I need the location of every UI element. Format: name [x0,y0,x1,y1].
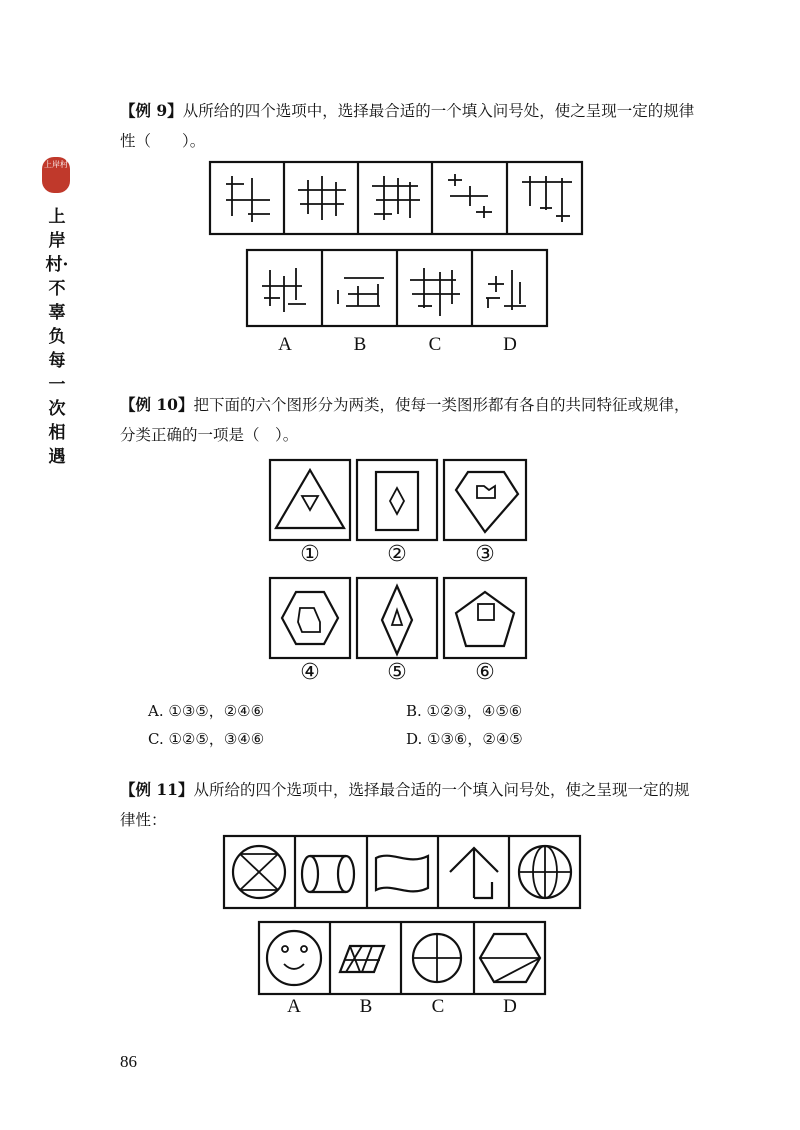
q9-sequence-row [210,162,582,234]
q11-option-d-label: D [503,996,517,1017]
q9-option-d-label: D [503,334,517,355]
q10-choice-d: D. ①③⑥，②④⑤ [406,730,523,748]
figure-number-6: ⑥ [475,660,495,685]
q9-option-c-label: C [428,334,442,355]
question-11-text: 从所给的四个选项中，选择最合适的一个填入问号处，使之呈现一定的规律性： [120,781,690,829]
q10-choice-b: B. ①②③，④⑤⑥ [406,702,523,720]
q11-option-b-label: B [359,996,373,1017]
side-logo-text: 上岸村 [44,160,68,169]
question-10 [120,390,695,450]
figure-number-2: ② [387,542,407,567]
q9-option-b-label: B [353,334,367,355]
q9-options-row [247,250,547,326]
figure-number-5: ⑤ [387,660,407,685]
page-number: 86 [120,1052,137,1071]
question-10-tag: 【例 10】 [120,395,194,414]
question-9-text: 从所给的四个选项中，选择最合适的一个填入问号处，使之呈现一定的规律性（ ）。 [120,102,695,150]
figure-number-4: ④ [300,660,320,685]
q10-choice-c: C. ①②⑤，③④⑥ [148,730,265,748]
q9-option-a-label: A [278,334,292,355]
question-11 [120,775,695,835]
q10-choice-a: A. ①③⑤，②④⑥ [148,702,265,720]
q11-options-row [259,922,545,994]
question-10-text: 把下面的六个图形分为两类，使每一类图形都有各自的共同特征或规律，分类正确的一项是（ ）。 [120,396,690,444]
q11-option-c-label: C [431,996,445,1017]
question-9-tag: 【例 9】 [120,101,183,120]
q11-option-a-label: A [287,996,301,1017]
q11-sequence-row [224,836,580,908]
figure-number-1: ① [300,542,320,567]
question-11-tag: 【例 11】 [120,780,194,799]
figure-number-3: ③ [475,542,495,567]
side-slogan: 上岸村·不辜负每一次相遇 [45,207,69,467]
